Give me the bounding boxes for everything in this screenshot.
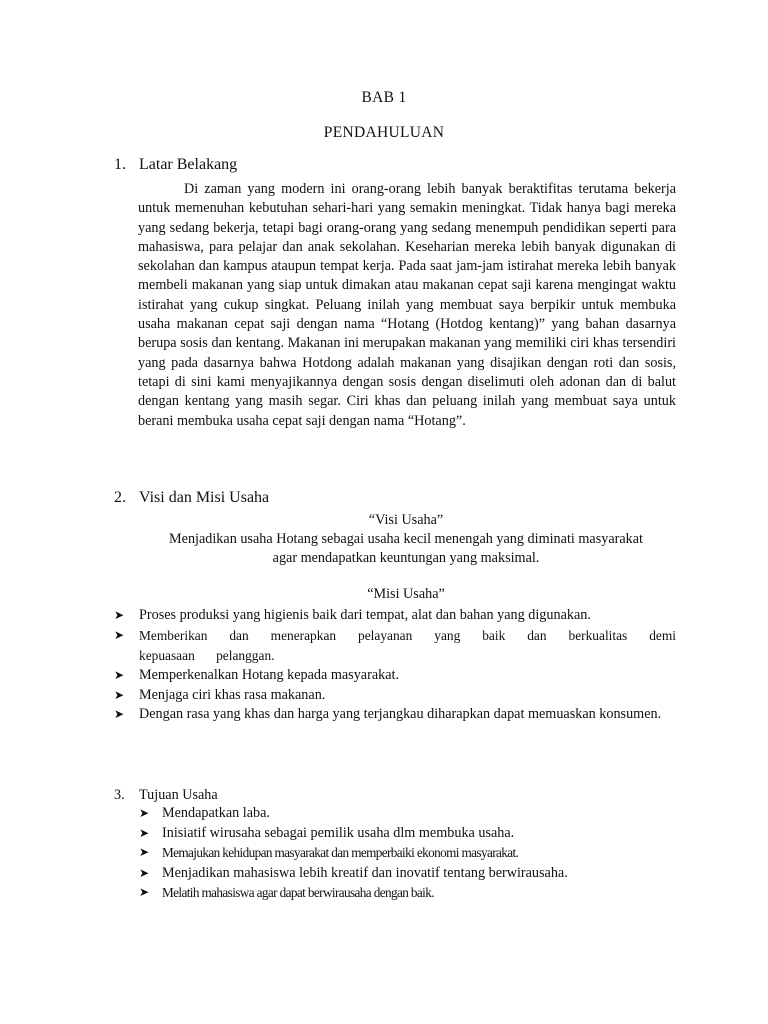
arrowhead-bullet-icon: ➤ (139, 806, 150, 820)
section-heading-visi-misi (114, 488, 269, 507)
visi-text (114, 530, 698, 568)
tujuan-list (139, 804, 679, 904)
latar-belakang-paragraph: Di zaman yang modern ini orang-orang lebih banyak beraktifitas terutama bekerja untuk memenuhan kebutuhan sehari-hari yang semakin meningkat. Tidak hanya bagi mereka yang sedang bekerja, tetapi bagi orang-orang yang sedang menempuh pendidikan seperti para mahasiswa, para pelajar dan anak sekolahan. Keseharian mereka lebih banyak digunakan di sekolahan dan kampus ataupun tempat kerja. Pada saat jam-jam istirahat mereka lebih banyak membeli makanan yang siap untuk dimakan atau makanan cepat saji karena mengingat waktu istirahat yang cukup singkat. Peluang inilah yang membuat saya berpikir untuk membuka usaha makanan cepat saji dengan nama “Hotang (Hotdog kentang)” yang bahan dasarnya berupa sosis dan kentang. Makanan ini merupakan makanan yang memiliki ciri khas tersendiri yang pada dasarnya bahwa Hotdong adalah makanan yang disajikan dengan roti dan sosis, tetapi di sini kami menyajikannya dengan sosis dengan diselimuti oleh adonan dan di balut dengan kentang yang masih segar. Ciri khas dan peluang inilah yang membuat saya untuk berani membuka usaha cepat saji dengan nama “Hotang”. (138, 181, 676, 429)
list-item (114, 626, 676, 666)
list-item (114, 686, 676, 705)
arrowhead-bullet-icon: ➤ (114, 668, 125, 682)
section-title: Latar Belakang (139, 156, 238, 173)
arrowhead-bullet-icon: ➤ (139, 885, 150, 899)
section-number: 3. (114, 787, 125, 803)
list-item (139, 883, 679, 903)
arrowhead-bullet-icon: ➤ (114, 627, 125, 642)
list-item (114, 666, 676, 685)
section-title: Visi dan Misi Usaha (139, 489, 270, 506)
chapter-title: PENDAHULUAN (323, 124, 445, 141)
arrowhead-bullet-icon: ➤ (139, 865, 150, 880)
list-item-text: Menjadikan mahasiswa lebih kreatif dan inovatif tentang berwirausaha. (162, 864, 568, 881)
arrowhead-bullet-icon: ➤ (139, 825, 150, 840)
list-item-text: Memajukan kehidupan masyarakat dan memperbaiki ekonomi masyarakat. (162, 845, 519, 860)
list-item-text: Inisiatif wirusaha sebagai pemilik usaha dlm membuka usaha. (162, 824, 515, 841)
visi-heading: “Visi Usaha” (368, 512, 444, 528)
list-item (139, 804, 679, 823)
list-item-text: Melatih mahasiswa agar dapat berwirausaha dengan baik. (162, 885, 434, 900)
list-item-text: Memperkenalkan Hotang kepada masyarakat. (139, 667, 399, 683)
section-heading-latar-belakang (114, 155, 237, 174)
list-item (139, 824, 679, 843)
chapter-heading: BAB 1 (361, 89, 407, 106)
visi-line: agar mendapatkan keuntungan yang maksimal. (272, 550, 540, 566)
list-item-text: Mendapatkan laba. (162, 805, 270, 821)
section-number: 1. (114, 156, 126, 173)
arrowhead-bullet-icon: ➤ (114, 707, 125, 721)
arrowhead-bullet-icon: ➤ (114, 687, 125, 702)
visi-line: Menjadikan usaha Hotang sebagai usaha kecil menengah yang diminati masyarakat (169, 531, 643, 547)
list-item-text: Dengan rasa yang khas dan harga yang terjangkau diharapkan dapat memuaskan konsumen. (139, 706, 662, 722)
section-title: Tujuan Usaha (139, 787, 218, 803)
list-item-text: Proses produksi yang higienis baik dari tempat, alat dan bahan yang digunakan. (139, 607, 591, 623)
section-number: 2. (114, 489, 126, 506)
list-item-text: Menjaga ciri khas rasa makanan. (139, 686, 326, 703)
list-item (139, 864, 679, 883)
list-item (114, 705, 676, 724)
section-heading-tujuan-usaha (114, 786, 218, 805)
arrowhead-bullet-icon: ➤ (139, 845, 150, 859)
list-item (139, 843, 679, 863)
misi-list (114, 606, 676, 725)
list-item-text: Memberikan dan menerapkan pelayanan yang baik dan berkualitas demi kepuasaan pelanggan. (139, 627, 676, 663)
list-item (114, 606, 676, 625)
arrowhead-bullet-icon: ➤ (114, 608, 125, 622)
misi-heading: “Misi Usaha” (367, 586, 445, 602)
